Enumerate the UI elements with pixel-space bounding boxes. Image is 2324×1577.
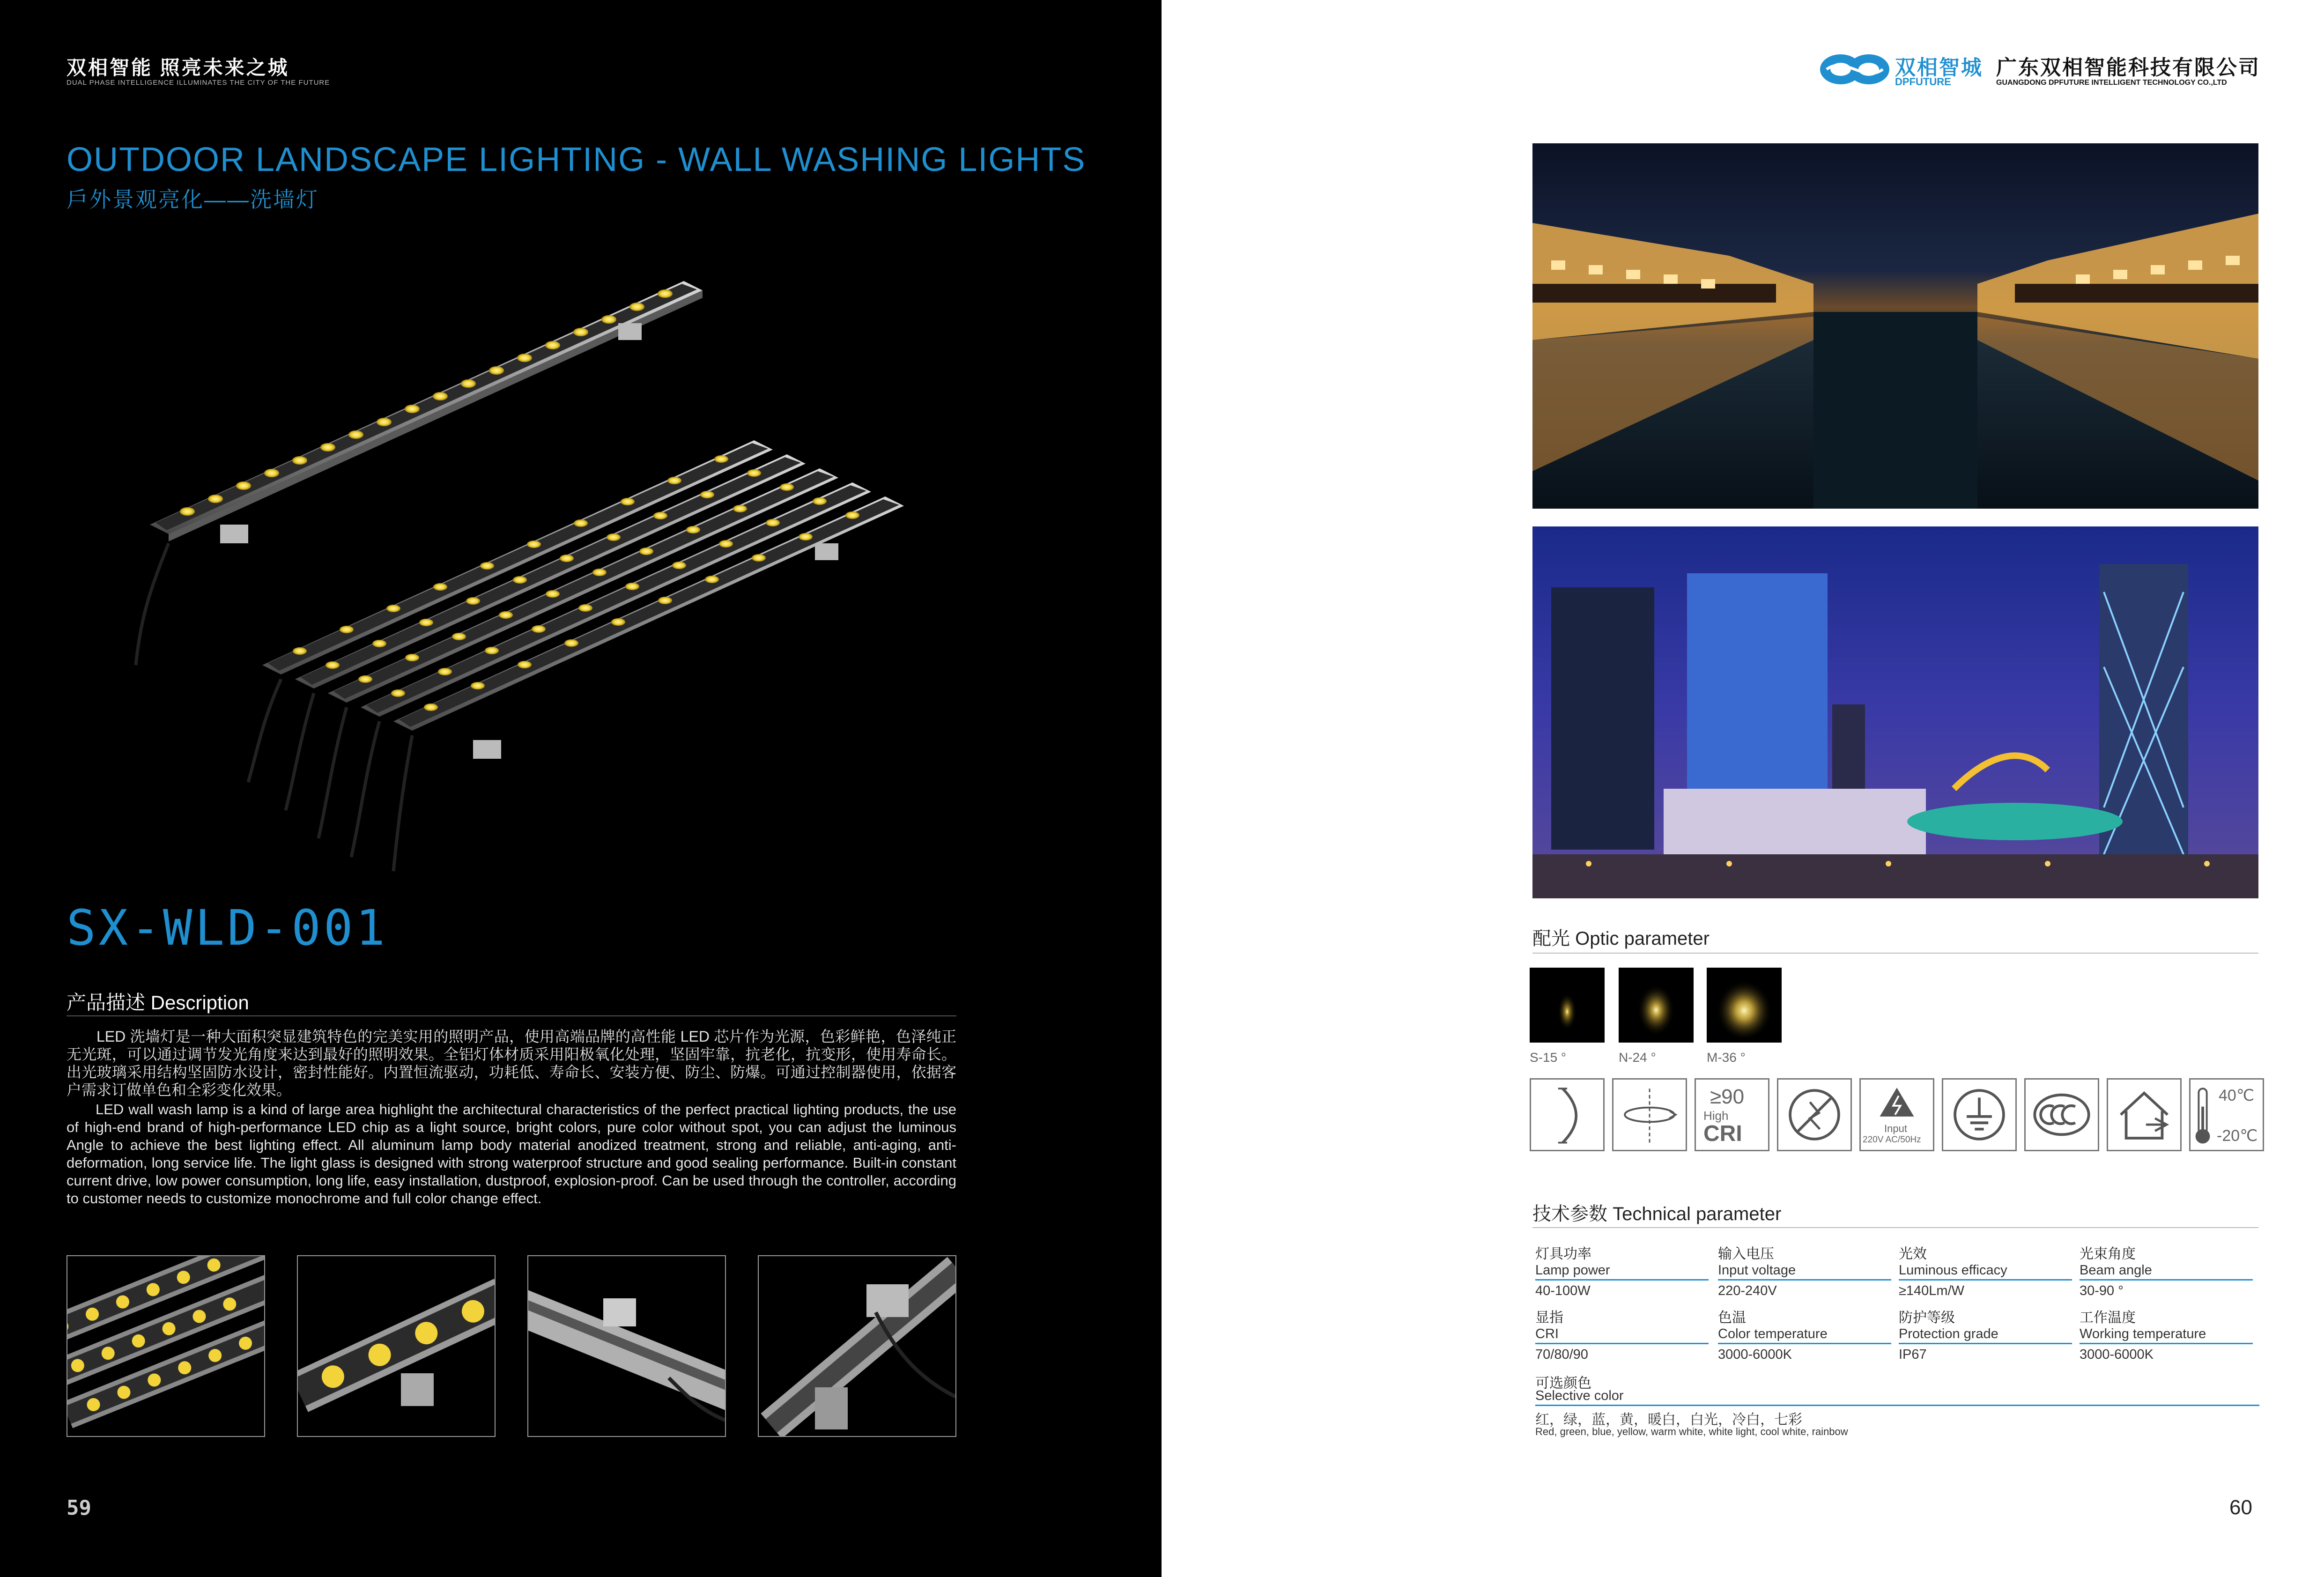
optic-heading: 配光 Optic parameter (1532, 928, 1710, 949)
high-cri-icon (1695, 1078, 1769, 1151)
param-label-en: Input voltage (1718, 1263, 1891, 1281)
optic-beam-m36 (1707, 968, 1782, 1043)
param-value: 40-100W (1535, 1283, 1591, 1298)
param-label-cn: 色温 (1718, 1310, 1746, 1325)
no-flicker-icon (1777, 1078, 1852, 1151)
stacked-lamp-bars (248, 440, 904, 871)
cri-value: ≥90 (1710, 1085, 1745, 1108)
param-label-cn: 工作温度 (2080, 1310, 2136, 1325)
temp-low: -20℃ (2217, 1127, 2258, 1145)
param-luminous-efficacy (1899, 1242, 2072, 1299)
indoor-outdoor-icon (2107, 1078, 2182, 1151)
param-value: 3000-6000K (2080, 1347, 2154, 1362)
param-label-cn: 防护等级 (1899, 1310, 1955, 1325)
param-label-cn: 光效 (1899, 1246, 1927, 1262)
ground-protection-icon (1942, 1078, 2017, 1151)
selective-color-values-cn: 红，绿，蓝，黄，暖白，白光，冷白，七彩 (1535, 1412, 1802, 1428)
param-label-en: Protection grade (1899, 1326, 2072, 1344)
ccc-certification-icon (2024, 1078, 2099, 1151)
optic-beam-s15 (1530, 968, 1605, 1043)
product-image (122, 262, 918, 885)
rotation-icon (1612, 1078, 1687, 1151)
description-divider (67, 1015, 956, 1016)
param-label-en: Color temperature (1718, 1326, 1891, 1344)
city-skyline-photo (1532, 526, 2258, 898)
working-temperature-icon (2189, 1078, 2264, 1151)
detail-thumbnail-1 (67, 1255, 265, 1437)
detail-thumbnail-4 (758, 1255, 956, 1437)
beam-angle-adjust-icon (1530, 1078, 1605, 1151)
param-lamp-power (1535, 1242, 1709, 1299)
logo-text-en: DPFUTURE (1895, 76, 1951, 88)
param-value: 30-90 ° (2080, 1283, 2124, 1298)
temp-high: 40℃ (2219, 1087, 2255, 1104)
input-value: 220V AC/50Hz (1863, 1135, 1921, 1145)
param-label-en: Working temperature (2080, 1326, 2253, 1344)
canal-night-photo (1532, 143, 2258, 509)
page-number-right: 60 (2229, 1496, 2252, 1519)
logo-text-cn: 双相智城 (1895, 56, 1983, 79)
param-input-voltage (1718, 1242, 1891, 1299)
param-cri (1535, 1306, 1709, 1362)
optic-label-m36: M-36 ° (1707, 1050, 1746, 1065)
optic-divider (1532, 953, 2258, 954)
param-color-temperature (1718, 1306, 1891, 1362)
param-label-en: Lamp power (1535, 1263, 1709, 1281)
detail-thumbnail-2 (297, 1255, 496, 1437)
param-value: ≥140Lm/W (1899, 1283, 1965, 1298)
brand-slogan-en: DUAL PHASE INTELLIGENCE ILLUMINATES THE CITY OF THE FUTURE (67, 79, 330, 87)
cri-label: CRI (1703, 1121, 1742, 1146)
detail-thumbnail-3 (527, 1255, 726, 1437)
selective-color-label-cn: 可选颜色 (1535, 1376, 1591, 1391)
param-label-en: CRI (1535, 1326, 1709, 1344)
selective-color-values-en: Red, green, blue, yellow, warm white, white light, cool white, rainbow (1535, 1426, 1848, 1437)
param-label-cn: 光束角度 (2080, 1246, 2136, 1262)
selective-color-label-en: Selective color (1535, 1388, 2259, 1406)
param-value: IP67 (1899, 1347, 1927, 1362)
param-value: 70/80/90 (1535, 1347, 1588, 1362)
tech-heading: 技术参数 Technical parameter (1532, 1204, 1782, 1224)
optic-label-s15: S-15 ° (1530, 1050, 1567, 1065)
description-cn: LED 洗墙灯是一种大面积突显建筑特色的完美实用的照明产品，使用高端品牌的高性能 LED 芯片作为光源，色彩鲜艳，色泽纯正无光斑，可以通过调节发光角度来达到最好的照明效果。全铝灯体材质采用阳极氧化处理，坚固牢靠，抗老化，抗变形，使用寿命长。出光玻璃采用结构坚固防水设计，密封性能好。内置恒流驱动，功耗低、寿命长、安装方便、防尘、防爆。可通过控制器使用，依据客户需求订做单色和全彩变化效果。 (67, 1028, 956, 1098)
company-name-en: GUANGDONG DPFUTURE INTELLIGENT TECHNOLOGY CO.,LTD (1996, 79, 2227, 87)
param-label-cn: 输入电压 (1718, 1246, 1774, 1262)
tech-divider (1532, 1227, 2258, 1228)
input-label: Input (1884, 1123, 1907, 1134)
optic-label-n24: N-24 ° (1619, 1050, 1656, 1065)
param-beam-angle (2080, 1242, 2253, 1299)
brand-slogan-cn: 双相智能 照亮未来之城 (67, 57, 289, 79)
company-name-cn: 广东双相智能科技有限公司 (1996, 56, 2260, 79)
input-voltage-icon (1859, 1078, 1934, 1151)
param-label-cn: 显指 (1535, 1310, 1563, 1325)
param-label-en: Beam angle (2080, 1263, 2253, 1281)
description-en: LED wall wash lamp is a kind of large area highlight the architectural characteristics of the perfect practical lighting products, the use of high-end brand of high-performance LED chip as a light source, bright colors, pure color without spot, you can adjust the luminous Angle to achieve the best lighting effect. All aluminum lamp body material anodized treatment, strong and reliable, anti-aging, anti-deformation, long service life. The light glass is designed with strong waterproof structure and good sealing performance. Built-in constant current drive, low power consumption, long life, easy installation, dustproof, explosion-proof. Can be used through the controller, according to customer needs to customize monochrome and full color change effect. (67, 1101, 956, 1207)
description-heading: 产品描述 Description (67, 992, 249, 1014)
cri-high-label: High (1703, 1109, 1729, 1123)
page-title-en: OUTDOOR LANDSCAPE LIGHTING - WALL WASHING LIGHTS (67, 141, 1086, 178)
model-number: SX-WLD-001 (67, 899, 388, 956)
param-value: 220-240V (1718, 1283, 1777, 1298)
param-value: 3000-6000K (1718, 1347, 1792, 1362)
param-label-cn: 灯具功率 (1535, 1246, 1591, 1262)
page-title-cn: 戶外景观亮化——洗墙灯 (67, 187, 319, 212)
param-protection-grade (1899, 1306, 2072, 1362)
optic-beam-n24 (1619, 968, 1694, 1043)
param-label-en: Luminous efficacy (1899, 1263, 2072, 1281)
page-number-left: 59 (67, 1496, 91, 1520)
param-working-temperature (2080, 1306, 2253, 1362)
dpfuture-logo-icon (1817, 51, 1892, 88)
